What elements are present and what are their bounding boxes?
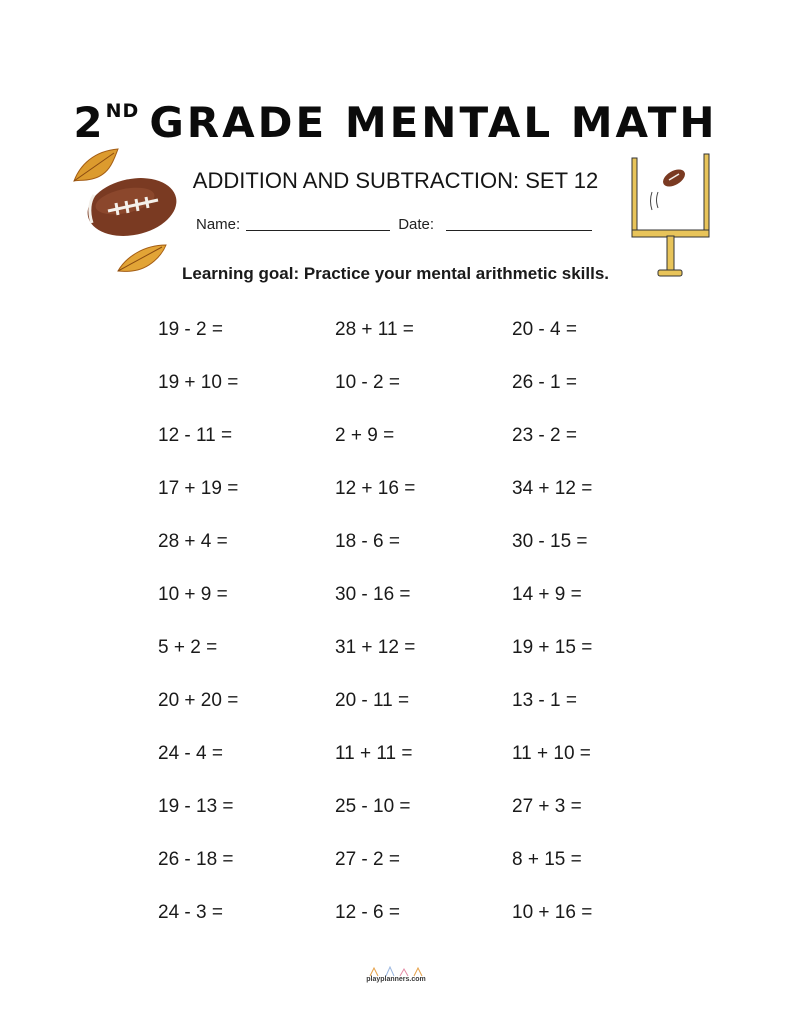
problem-item: 10 + 9 =: [158, 584, 228, 605]
name-line[interactable]: [246, 230, 390, 231]
problem-item: 20 + 20 =: [158, 690, 239, 711]
problem-item: 26 - 1 =: [512, 372, 577, 393]
problem-item: 11 + 11 =: [335, 743, 413, 764]
title-number: 2: [73, 98, 106, 147]
problem-item: 24 - 4 =: [158, 743, 223, 764]
problem-item: 10 + 16 =: [512, 902, 593, 923]
subtitle: ADDITION AND SUBTRACTION: SET 12: [192, 168, 599, 193]
brand-link[interactable]: playplanners.com: [366, 976, 426, 983]
problems-grid: [158, 318, 689, 954]
problem-item: 18 - 6 =: [335, 531, 400, 552]
title-text: GRADE MENTAL MATH: [149, 98, 718, 147]
problem-item: 28 + 4 =: [158, 531, 228, 552]
problem-item: 17 + 19 =: [158, 478, 239, 499]
problem-item: 19 + 10 =: [158, 372, 239, 393]
football-leaves-art: [70, 145, 180, 280]
problem-item: 2 + 9 =: [335, 425, 395, 446]
problem-item: 13 - 1 =: [512, 690, 577, 711]
problem-item: 24 - 3 =: [158, 902, 223, 923]
problem-item: 19 + 15 =: [512, 637, 593, 658]
problem-item: 28 + 11 =: [335, 319, 414, 340]
date-label: Date:: [398, 216, 435, 233]
page-title: [0, 98, 791, 147]
problem-item: 31 + 12 =: [335, 637, 416, 658]
problem-item: 25 - 10 =: [335, 796, 411, 817]
name-date-row: [196, 216, 600, 233]
title-suffix: ND: [105, 100, 140, 122]
problem-item: 12 - 11 =: [158, 425, 233, 446]
problem-item: 8 + 15 =: [512, 849, 582, 870]
problem-item: 30 - 15 =: [512, 531, 588, 552]
flying-football-icon: [660, 166, 688, 190]
football-icon: [82, 170, 180, 243]
problem-item: 5 + 2 =: [158, 637, 218, 658]
problem-item: 30 - 16 =: [335, 584, 411, 605]
learning-goal: Learning goal: Practice your mental arithmetic skills.: [181, 264, 610, 283]
date-line[interactable]: [446, 230, 592, 231]
problem-item: 26 - 18 =: [158, 849, 234, 870]
problem-item: 34 + 12 =: [512, 478, 593, 499]
problem-item: 19 - 2 =: [158, 319, 223, 340]
problem-item: 12 - 6 =: [335, 902, 400, 923]
autumn-leaf-icon: [74, 149, 118, 181]
problem-item: 27 + 3 =: [512, 796, 582, 817]
problem-item: 14 + 9 =: [512, 584, 582, 605]
problem-item: 10 - 2 =: [335, 372, 400, 393]
goal-post-icon: [628, 152, 718, 282]
name-label: Name:: [196, 216, 241, 233]
problem-item: 12 + 16 =: [335, 478, 416, 499]
problem-item: 20 - 4 =: [512, 319, 577, 340]
problem-item: 20 - 11 =: [335, 690, 410, 711]
problem-item: 19 - 13 =: [158, 796, 234, 817]
problem-item: 27 - 2 =: [335, 849, 400, 870]
problem-item: 23 - 2 =: [512, 425, 577, 446]
problem-item: 11 + 10 =: [512, 743, 591, 764]
autumn-leaf-icon: [118, 245, 166, 271]
